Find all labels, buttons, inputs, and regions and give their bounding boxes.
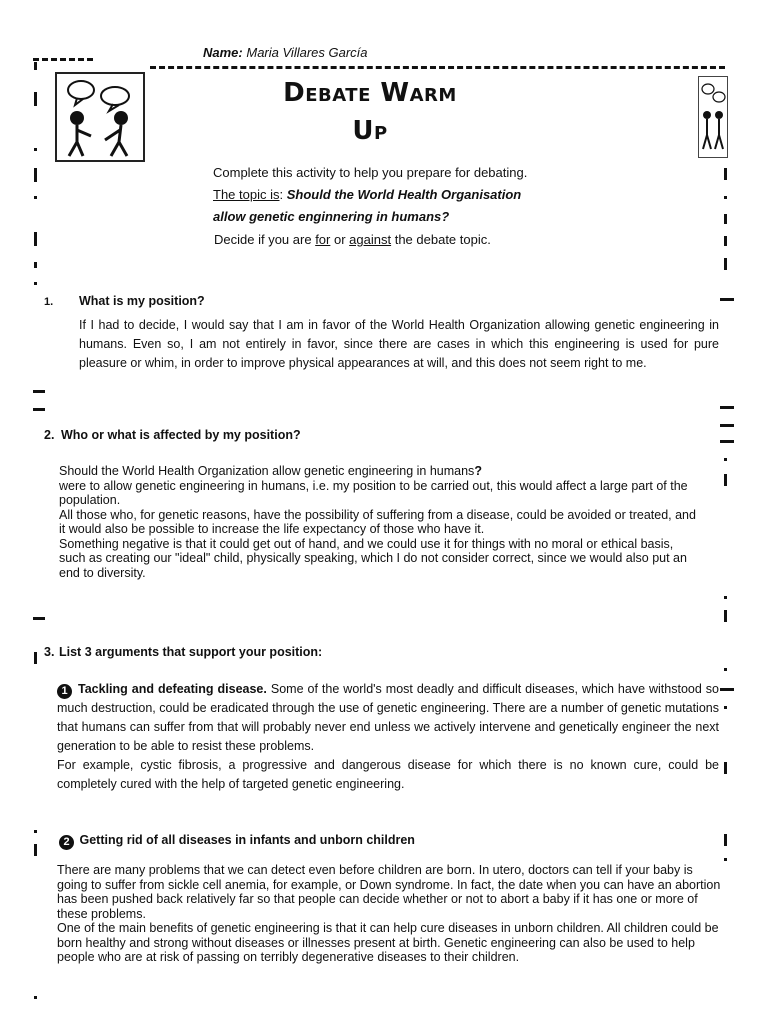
frame-mark [33,617,45,620]
frame-mark [34,282,37,285]
frame-mark [34,62,37,70]
q2-line: All those who, for genetic reasons, have the possibility of suffering from a disease, could be avoided or treated, and it would also be possible to increase the life expectancy of those who have it. [59,507,696,536]
argument-2-heading [59,833,415,850]
q2-line: Something negative is that it could get out of hand, and we could use it for things with no moral or ethical basis, such as creating our "ideal" child, physically speaking, which I do not consider correct, since we would also put an end to diversity. [59,536,687,580]
side-clipart [698,76,728,158]
q1-heading: What is my position? [79,294,205,308]
frame-mark [724,168,727,180]
frame-mark [34,92,37,106]
q2-heading: Who or what is affected by my position? [61,428,301,442]
frame-mark [724,610,727,622]
frame-mark [34,830,37,833]
argument-2-line: One of the main benefits of genetic engineering is that it can help cure diseases in unborn children. All children could be born healthy and strong without diseases or illnesses present at birth. Genetic engineering can also be used to help people who are at risk of passing on terribly degenerative diseases to their children. [57,921,719,964]
frame-mark [33,408,45,411]
decide-suffix: the debate topic. [394,232,491,247]
frame-mark [720,298,734,301]
frame-mark [724,474,727,486]
q3-heading: List 3 arguments that support your position: [59,645,323,659]
frame-mark [720,688,734,691]
frame-mark [720,406,734,409]
decide-or: or [333,232,346,247]
q2-number: 2. [44,428,55,442]
argument-1-title: Tackling and defeating disease. [78,682,267,696]
frame-mark [720,440,734,443]
frame-mark [34,148,37,151]
topic-label: The topic is [213,187,280,202]
stick-figures-small-icon [699,77,727,157]
frame-mark [724,196,727,199]
page-title: Debate Warm [283,78,457,108]
argument-2-body [57,863,721,965]
decide-line [214,229,491,251]
frame-mark [724,858,727,861]
stick-figures-icon [57,74,143,160]
frame-dash-top-left [33,58,93,61]
argument-1-number: 1 [57,684,72,699]
argument-1-text: Some of the world's most deadly and difficult diseases, which have withstood so much destruction, could be eradicated through the use of genetic engineering. There are a number of genetic mutations that humans can suffer from that will probably never end unless we actively intervene and genetically engineer the next generation to be able to resist these problems. [57,682,720,753]
argument-2-line: There are many problems that we can detect even before children are born. In utero, doctors can tell if your baby is going to suffer from sickle cell anemia, for example, or Down syndrome. In fact, the date when you can have an abortion has been pushed back relatively far so that people can decide whether or not to abort a baby if it has one or more of these problems. [57,863,721,921]
q1-answer: If I had to decide, I would say that I am in favor of the World Health Organization allowing genetic engineering in humans. Even so, I am not entirely in favor, since there are cases in which this engineering is used for pure pleasure or whim, in order to improve physical appearances at will, and this does not seem right to me. [79,318,719,370]
frame-mark [724,834,727,846]
q2-question-text: Should the World Health Organization allow genetic engineering in humans [59,464,475,478]
frame-mark [33,390,45,393]
q3-argument-1 [57,680,719,794]
intro-instruction: Complete this activity to help you prepare for debating. [213,165,528,180]
topic-text-line2: allow genetic enginnering in humans? [213,209,450,224]
frame-mark [34,232,37,246]
frame-mark [34,844,37,856]
q1-number: 1. [44,296,54,308]
frame-mark [724,706,727,709]
frame-mark [724,668,727,671]
frame-mark [724,236,727,246]
frame-mark [724,596,727,599]
decide-prefix: Decide if you are [214,232,312,247]
q2-line: were to allow genetic engineering in humans, i.e. my position to be carried out, this would affect a large part of the population. [59,478,688,507]
topic-colon: : [279,187,284,202]
frame-mark [724,258,727,270]
name-label: Name: [203,45,243,60]
frame-mark [724,214,727,224]
q3-number: 3. [44,645,55,659]
argument-2-number: 2 [59,835,74,850]
frame-mark [34,652,37,664]
argument-1-example: For example, cystic fibrosis, a progressive and dangerous disease for which there is no known cure, could be completely cured with the help of targeted genetic engineering. [57,758,719,791]
topic-text: Should the World Health Organisation [286,187,522,202]
topic-line [213,184,521,206]
q2-answer [59,464,699,580]
student-name: Maria Villares García [246,45,368,60]
frame-dash-top [150,66,725,69]
frame-mark [34,262,37,268]
argument-2-title: Getting rid of all diseases in infants and unborn children [79,833,415,847]
debate-clipart [55,72,145,162]
frame-mark [724,762,727,774]
decide-for: for [315,232,331,247]
q2-question-mark: ? [474,464,482,478]
page-title-line2: Up [352,116,388,146]
q2-question-line [59,464,699,479]
argument-1-body [57,680,719,756]
frame-mark [724,458,727,461]
name-line [203,45,368,60]
frame-mark [34,996,37,999]
frame-mark [720,424,734,427]
frame-mark [34,168,37,182]
decide-against: against [349,232,392,247]
frame-mark [34,196,37,199]
